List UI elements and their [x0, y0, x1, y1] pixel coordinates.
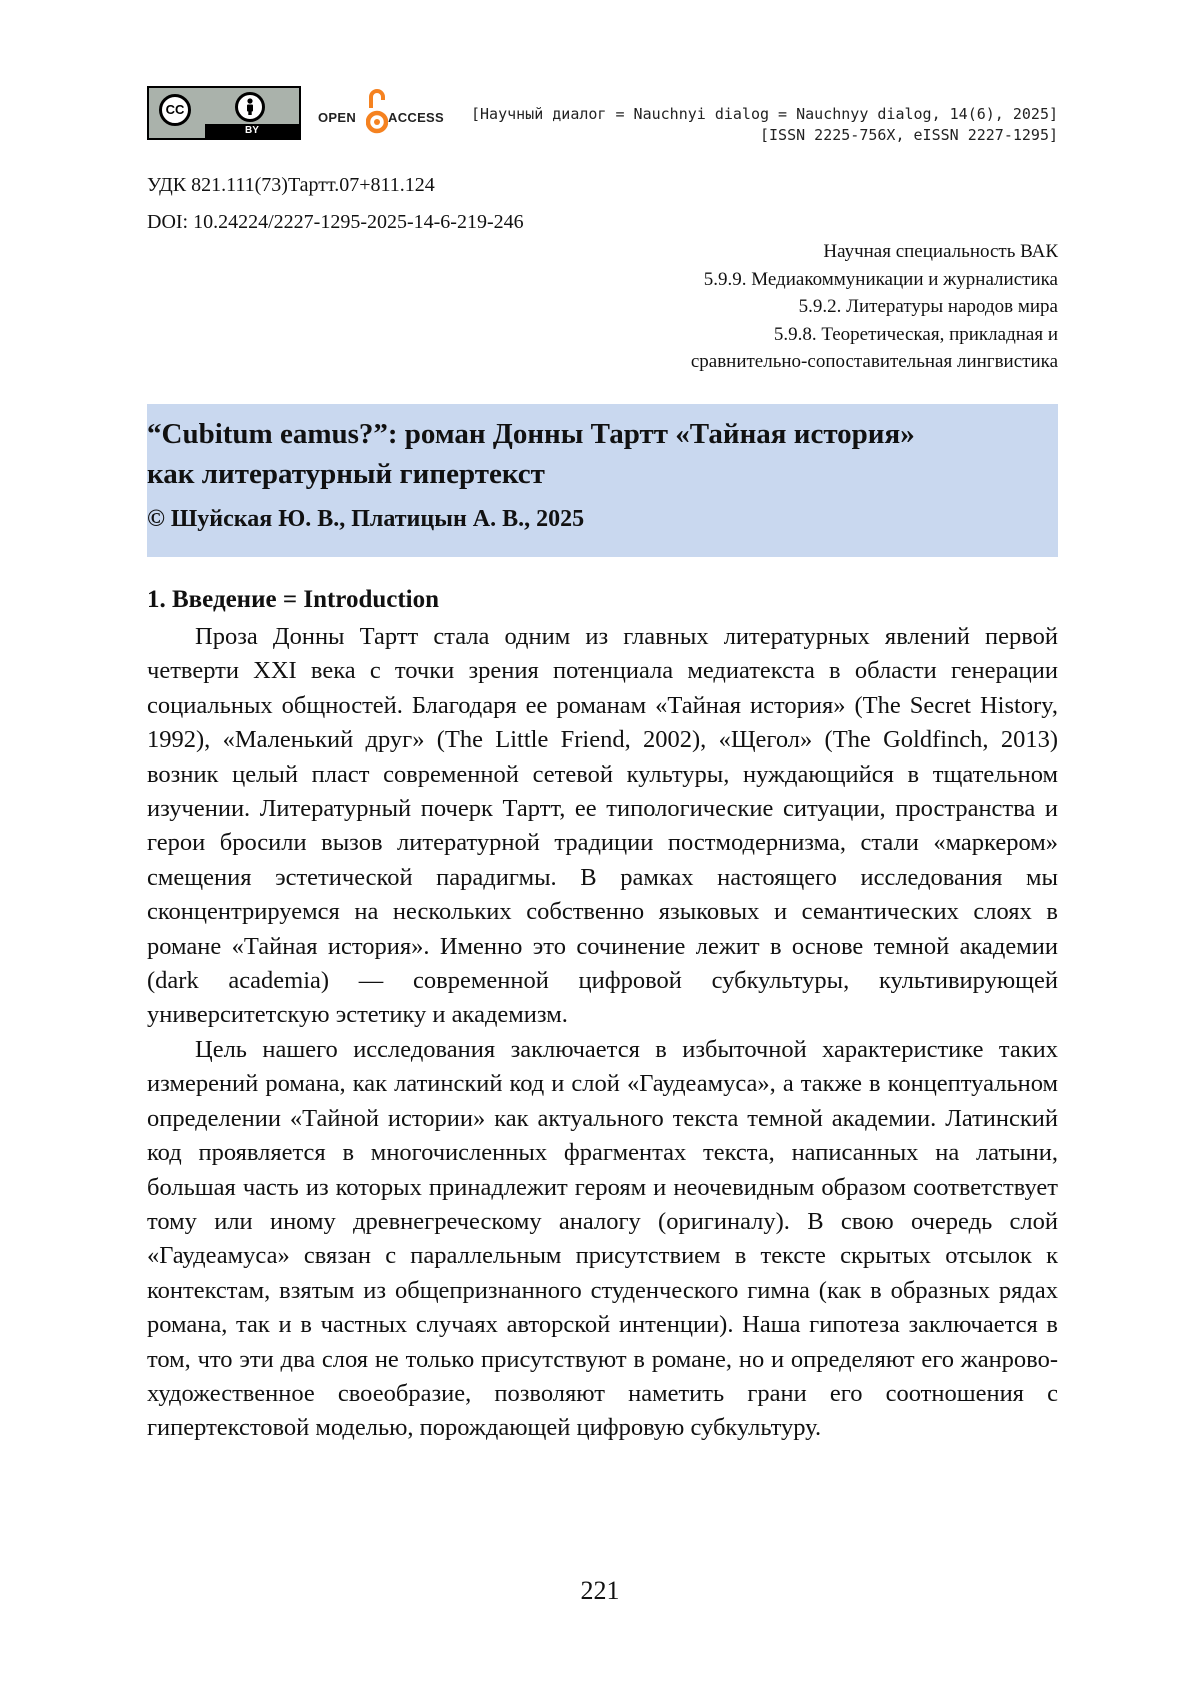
body-text [147, 620, 1058, 1446]
open-access-logo [318, 86, 458, 140]
open-label: OPEN [318, 110, 357, 125]
attribution-person-icon [235, 92, 265, 122]
journal-reference [471, 104, 1058, 146]
vak-specialty: 5.9.9. Медиакоммуникации и журналистика [703, 268, 1058, 290]
cc-by-license-badge [147, 86, 301, 140]
udk-code: УДК 821.111(73)Тартт.07+811.124 [147, 174, 435, 196]
paragraph: Проза Донны Тартт стала одним из главных литературных явлений первой четверти XXI века с точки зрения потенциала медиатекста в области генерации социальных общностей. Благодаря ее романам «Тайная история» (The Secret History, 1992), «Маленький друг» (The Little Friend, 2002), «Щегол» (The Goldfinch, 2013) возник целый пласт современной сетевой культуры, нуждающийся в тщательном изучении. Литературный почерк Тартт, ее типологические ситуации, пространства и герои бросили вызов литературной традиции постмодернизма, стали «маркером» смещения эстетической парадигмы. В рамках настоящего исследования мы сконцентрируемся на нескольких собственно языковых и семантических слоях в романе «Тайная история». Именно это сочинение лежит в основе темной академии (dark academia) — современной цифровой субкультуры, культивирующей университетскую эстетику и академизм. [147, 623, 1058, 1029]
article-authors: © Шуйская Ю. В., Платицын А. В., 2025 [147, 506, 585, 532]
page-number: 221 [580, 1576, 620, 1605]
vak-specialty: сравнительно-сопоставительная лингвистика [690, 351, 1058, 372]
vak-specialty: 5.9.2. Литературы народов мира [798, 296, 1058, 317]
article-title-block [147, 404, 1058, 557]
open-access-lock-icon [366, 86, 388, 138]
paragraph: Цель нашего исследования заключается в избыточной характеристике таких измерений романа, как латинский код и слой «Гаудеамуса», а также в концептуальном определении «Тайной истории» как актуального текста темной академии. Латинский код проявляется в многочисленных фрагментах текста, написанных на латыни, большая часть из которых принадлежит героям и неочевидным образом соответствует тому или иному древнегреческому аналогу (оригиналу). В свою очередь слой «Гаудеамуса» связан с параллельным присутствием в тексте скрытых отсылок к контекстам, взятым из общепризнанного студенческого гимна (как в образных рядах романа, так и в частных случаях авторской интенции). Наша гипотеза заключается в том, что эти два слоя не только присутствуют в романе, но и определяют его жанрово-художественное своеобразие, позволяют наметить грани его соотношения с гипертекстовой моделью, порождающей цифровую субкультуру. [147, 1035, 1058, 1442]
article-title-line: “Cubitum eamus?”: роман Донны Тартт «Тайная история» [147, 418, 915, 450]
vak-specialty-block [691, 238, 1058, 376]
vak-specialty: 5.9.8. Теоретическая, прикладная и [773, 323, 1058, 345]
article-title-line: как литературный гипертекст [147, 458, 545, 490]
section-heading: 1. Введение = Introduction [147, 586, 440, 613]
doi: DOI: 10.24224/2227-1295-2025-14-6-219-246 [147, 211, 524, 233]
article-title [147, 414, 1058, 494]
vak-heading: Научная специальность ВАК [823, 241, 1058, 262]
access-label: ACCESS [388, 110, 444, 125]
journal-issn: [ISSN 2225-756X, eISSN 2227-1295] [759, 126, 1058, 144]
creative-commons-icon: CC [159, 94, 191, 126]
by-label: BY [205, 124, 299, 138]
journal-citation: [Научный диалог = Nauchnyi dialog = Nauchnyy dialog, 14(6), 2025] [471, 105, 1058, 123]
